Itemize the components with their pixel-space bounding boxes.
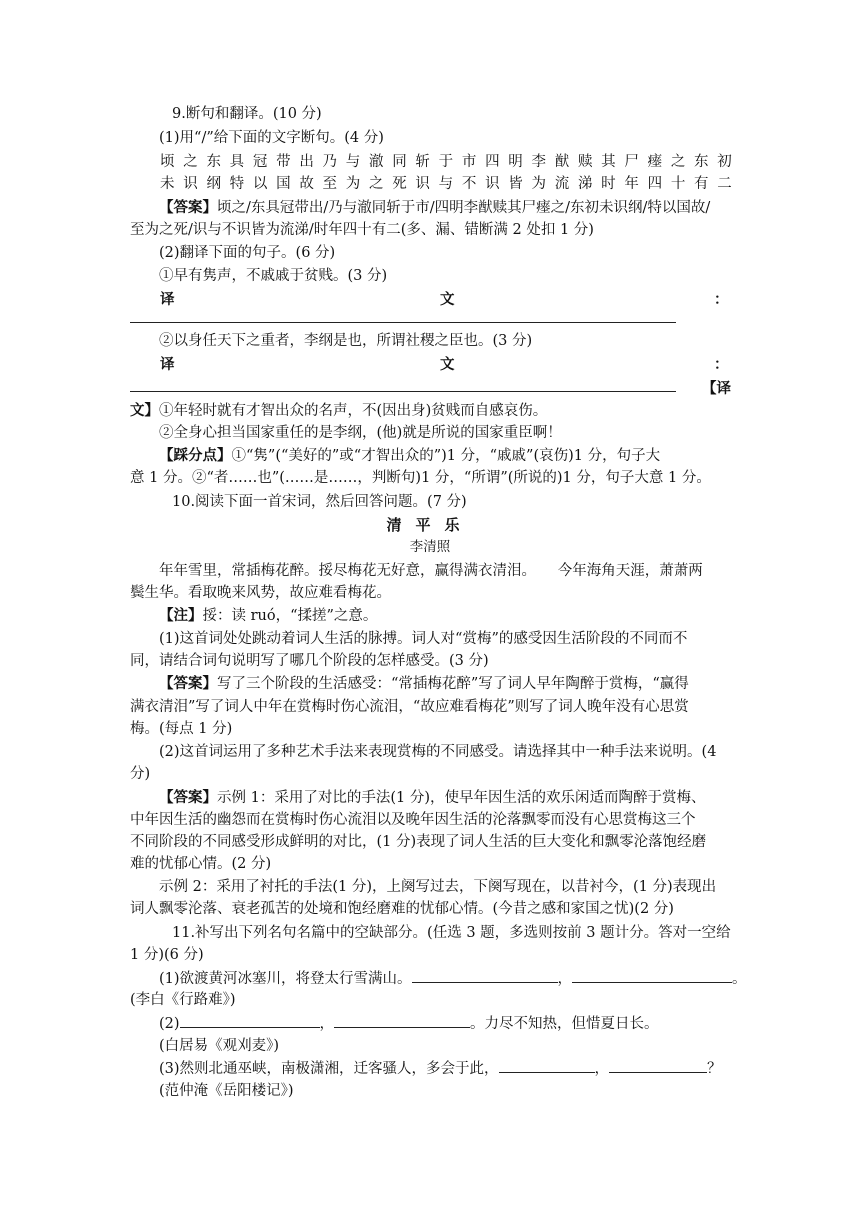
text-char: 之 bbox=[670, 154, 686, 170]
text-char: 具 bbox=[229, 154, 245, 170]
text-char: 猷 bbox=[554, 154, 570, 170]
text-char: 为 bbox=[345, 176, 361, 192]
q10-a2-line1 bbox=[159, 787, 705, 809]
q9-sentence1: ①早有隽声，不戚戚于贫贱。(3 分) bbox=[159, 268, 388, 284]
text-char: 带 bbox=[276, 154, 291, 170]
q11-title-line2: 1 分)(6 分) bbox=[130, 947, 204, 963]
q9-translation2: ②全身心担当国家重任的是李纲，(他)就是所说的国家重臣啊！ bbox=[159, 425, 562, 441]
q9-translation1 bbox=[130, 400, 547, 422]
text-char: 顷 bbox=[160, 154, 175, 170]
translation-text: ①年轻时就有才智出众的名声，不(因出身)贫贱而自感哀伤。 bbox=[159, 403, 548, 419]
q10-title: 10.阅读下面一首宋词，然后回答问题。(7 分) bbox=[172, 494, 467, 510]
item-start: (2) bbox=[159, 1016, 180, 1032]
q10-example2-line1: 示例 2：采用了衬托的手法(1 分)，上阕写过去，下阕写现在，以昔衬今，(1 分)表现出 bbox=[159, 879, 717, 895]
q9-sentence2: ②以身任天下之重者，李纲是也，所谓社稷之臣也。(3 分) bbox=[159, 333, 533, 349]
text-char: 初 bbox=[717, 154, 732, 170]
note-label: 【注】 bbox=[159, 607, 203, 624]
wen-label: 文 bbox=[440, 291, 455, 308]
text-char: 纲 bbox=[206, 176, 221, 192]
text-char: 识 bbox=[183, 176, 198, 192]
text-char: 特 bbox=[229, 176, 245, 192]
text-char: 东 bbox=[206, 154, 221, 170]
q11-item2-source: (白居易《观刈麦》) bbox=[159, 1038, 280, 1054]
fill-blank[interactable] bbox=[572, 967, 732, 983]
fill-blank[interactable] bbox=[499, 1057, 595, 1073]
q11-item1 bbox=[159, 967, 747, 990]
item-end: 。 bbox=[732, 971, 747, 987]
text-char: 死 bbox=[392, 176, 407, 192]
text-char: 之 bbox=[183, 154, 198, 170]
answer-label: 【答案】 bbox=[159, 789, 217, 806]
text-char: 之 bbox=[368, 176, 384, 192]
q10-q2-line1: (2)这首词运用了多种艺术手法来表现赏梅的不同感受。请选择其中一种手法来说明。(4 bbox=[159, 744, 717, 760]
translation-blank-1[interactable] bbox=[130, 322, 676, 323]
answer-text: 写了三个阶段的生活感受：“常插梅花醉”写了词人早年陶醉于赏梅，“赢得 bbox=[217, 676, 689, 692]
q9-part2-prompt: (2)翻译下面的句子。(6 分) bbox=[159, 245, 336, 261]
q9-title: 9.断句和翻译。(10 分) bbox=[172, 106, 322, 122]
fill-blank[interactable] bbox=[412, 967, 558, 983]
q11-item3 bbox=[159, 1057, 722, 1080]
note-text: 挼：读 ruó，“揉搓”之意。 bbox=[202, 608, 378, 624]
item-end: 。力尽不知热，但惜夏日长。 bbox=[470, 1016, 659, 1032]
text-char: 东 bbox=[694, 154, 709, 170]
text-char: 二 bbox=[717, 176, 732, 192]
text-char: 其 bbox=[601, 154, 616, 170]
q10-a2-line2: 中年因生活的幽怨而在赏梅时伤心流泪以及晚年因生活的沦落飘零而没有心思赏梅这三个 bbox=[130, 812, 696, 828]
answer-text: 顷之/东具冠带出/乃与澈同斩于市/四明李猷赎其尸瘗之/东初未识纲/特以国故/ bbox=[217, 200, 711, 216]
text-char: 十 bbox=[670, 176, 686, 192]
q9-text-line1 bbox=[160, 151, 732, 173]
text-char: 澈 bbox=[368, 154, 384, 170]
q10-a1-line3: 梅。(每点 1 分) bbox=[130, 721, 233, 737]
text-char: 与 bbox=[345, 154, 361, 170]
text-char: 流 bbox=[554, 176, 570, 192]
points-label: 【踩分点】 bbox=[159, 447, 232, 464]
q10-a1-line1 bbox=[159, 673, 689, 695]
q9-part1-prompt: (1)用“/”给下面的文字断句。(4 分) bbox=[159, 130, 384, 146]
q9-text-line2 bbox=[160, 173, 732, 195]
text-char: 四 bbox=[485, 154, 500, 170]
item-text: (1)欲渡黄河冰塞川，将登太行雪满山。 bbox=[159, 971, 412, 987]
text-char: 不 bbox=[461, 176, 477, 192]
poem-line1: 年年雪里，常插梅花醉。挼尽梅花无好意，赢得满衣清泪。 今年海角天涯，萧萧两 bbox=[159, 563, 703, 579]
text-char: 时 bbox=[601, 176, 616, 192]
yi-label: 译 bbox=[160, 291, 175, 308]
q9-answer-line1 bbox=[159, 197, 710, 219]
text-char: 故 bbox=[299, 176, 314, 192]
item-sep: ， bbox=[319, 1016, 335, 1032]
text-char: 市 bbox=[461, 154, 477, 170]
fill-blank[interactable] bbox=[180, 1012, 320, 1028]
text-char: 出 bbox=[299, 154, 314, 170]
text-char: 瘗 bbox=[647, 154, 663, 170]
text-char: 涕 bbox=[577, 176, 593, 192]
q9-answer-line2: 至为之死/识与不识皆为流涕/时年四十有二(多、漏、错断满 2 处扣 1 分) bbox=[130, 222, 594, 238]
answer-text: 示例 1：采用了对比的手法(1 分)，使早年因生活的欢乐闲适而陶醉于赏梅、 bbox=[217, 790, 706, 806]
text-char: 至 bbox=[322, 176, 338, 192]
text-char: 国 bbox=[276, 176, 291, 192]
answer-label: 【答案】 bbox=[159, 199, 217, 216]
colon: ： bbox=[714, 356, 729, 373]
item-sep: ， bbox=[557, 971, 573, 987]
q10-q1-line2: 同，请结合词句说明写了哪几个阶段的怎样感受。(3 分) bbox=[130, 653, 489, 669]
text-char: 为 bbox=[531, 176, 546, 192]
text-char: 明 bbox=[508, 154, 523, 170]
colon: ： bbox=[714, 291, 729, 308]
text-char: 年 bbox=[624, 176, 639, 192]
q10-a2-line4: 难的忧郁心情。(2 分) bbox=[130, 856, 272, 872]
text-char: 识 bbox=[415, 176, 430, 192]
text-char: 冠 bbox=[252, 154, 268, 170]
item-sep: ， bbox=[594, 1061, 610, 1077]
yi-label: 译 bbox=[160, 356, 175, 373]
q11-title-line1: 11.补写出下列名句名篇中的空缺部分。(任选 3 题，多选则按前 3 题计分。答对一空给 bbox=[172, 925, 731, 941]
points-text: ①“隽”(“美好的”或“才智出众的”)1 分，“戚戚”(哀伤)1 分，句子大 bbox=[231, 448, 661, 464]
text-char: 识 bbox=[485, 176, 500, 192]
text-char: 未 bbox=[160, 176, 175, 192]
item-text: (3)然则北通巫峡，南极潇湘，迁客骚人，多会于此， bbox=[159, 1061, 499, 1077]
translation-blank-2[interactable] bbox=[130, 391, 676, 392]
translation-label-a: 【译 bbox=[702, 380, 731, 397]
poem-line2: 鬓生华。看取晚来风势，故应难看梅花。 bbox=[130, 585, 391, 601]
translation-label-b: 文】 bbox=[130, 402, 159, 419]
text-char: 斩 bbox=[415, 154, 430, 170]
poem-title: 清平乐 bbox=[386, 516, 474, 534]
q9-points-line2: 意 1 分。②“者……也”(……是……，判断句)1 分，“所谓”(所说的)1 分，句子大意 1 分。 bbox=[130, 470, 711, 486]
text-char: 以 bbox=[252, 176, 268, 192]
q10-a2-line3: 不同阶段的不同感受形成鲜明的对比，(1 分)表现了词人生活的巨大变化和飘零沦落饱经磨 bbox=[130, 834, 707, 850]
text-char: 尸 bbox=[624, 154, 639, 170]
text-char: 同 bbox=[392, 154, 407, 170]
q10-a1-line2: 满衣清泪”写了词人中年在赏梅时伤心流泪，“故应难看梅花”则写了词人晚年没有心思赏 bbox=[130, 699, 689, 715]
q10-q1-line1: (1)这首词处处跳动着词人生活的脉搏。词人对“赏梅”的感受因生活阶段的不同而不 bbox=[159, 631, 688, 647]
fill-blank[interactable] bbox=[334, 1012, 470, 1028]
text-char: 赎 bbox=[577, 154, 593, 170]
text-char: 四 bbox=[647, 176, 663, 192]
text-char: 与 bbox=[438, 176, 454, 192]
text-char: 有 bbox=[694, 176, 709, 192]
poem-author: 李清照 bbox=[409, 539, 451, 555]
text-char: 皆 bbox=[508, 176, 523, 192]
text-char: 乃 bbox=[322, 154, 338, 170]
q10-q2-line2: 分) bbox=[130, 766, 151, 782]
fill-blank[interactable] bbox=[609, 1057, 707, 1073]
q11-item2 bbox=[159, 1012, 659, 1035]
text-char: 于 bbox=[438, 154, 454, 170]
text-char: 李 bbox=[531, 154, 546, 170]
q10-example2-line2: 词人飘零沦落、衰老孤苦的处境和饱经磨难的忧郁心情。(今昔之感和家国之忧)(2 分) bbox=[130, 901, 674, 917]
q9-points-line1 bbox=[159, 445, 660, 467]
q11-item3-source: (范仲淹《岳阳楼记》) bbox=[159, 1083, 294, 1099]
answer-label: 【答案】 bbox=[159, 675, 217, 692]
poem-note bbox=[159, 605, 377, 627]
q11-item1-source: (李白《行路难》) bbox=[130, 992, 236, 1008]
wen-label: 文 bbox=[440, 356, 455, 373]
item-end: ？ bbox=[707, 1061, 722, 1077]
